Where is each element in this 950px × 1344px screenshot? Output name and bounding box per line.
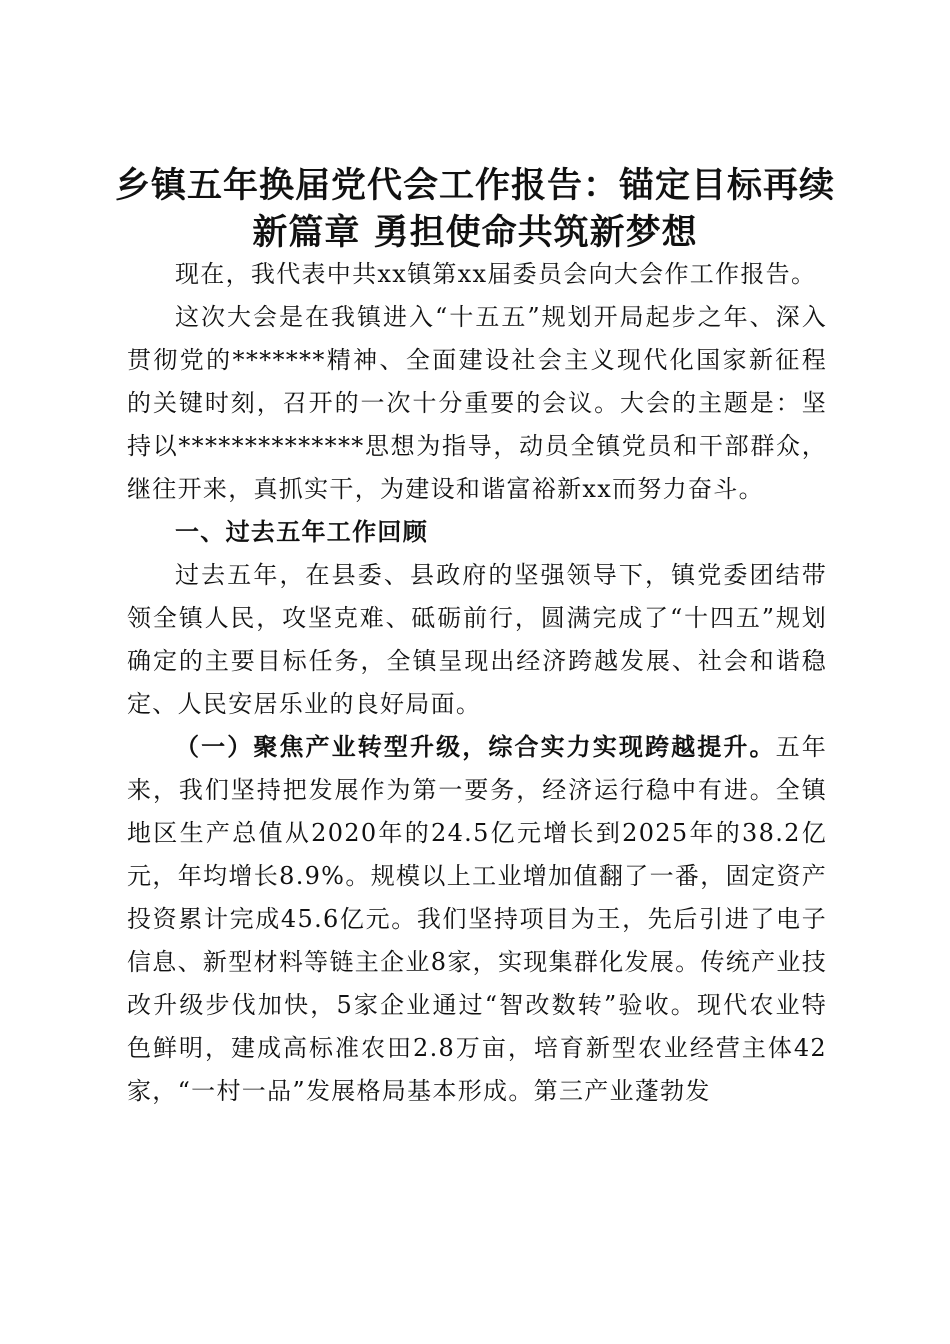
- document-title: [110, 163, 840, 257]
- document-body: [127, 253, 827, 1113]
- subsection-body: 五年来，我们坚持把发展作为第一要务，经济运行稳中有进。全镇地区生产总值从2020年的24.5亿元增长到2025年的38.2亿元，年均增长8.9%。规模以上工业增加值翻了一番，固定资产投资累计完成45.6亿元。我们坚持项目为王，先后引进了电子信息、新型材料等链主企业8家，实现集群化发展。传统产业技改升级步伐加快，5家企业通过“智改数转”验收。现代农业特色鲜明，建成高标准农田2.8万亩，培育新型农业经营主体42家，“一村一品”发展格局基本形成。第三产业蓬勃发: [127, 733, 827, 1105]
- paragraph-opening: 现在，我代表中共xx镇第xx届委员会向大会作工作报告。: [175, 260, 817, 288]
- paragraph-review: 过去五年，在县委、县政府的坚强领导下，镇党委团结带领全镇人民，攻坚克难、砥砺前行，圆满完成了“十四五”规划确定的主要目标任务，全镇呈现出经济跨越发展、社会和谐稳定、人民安居乐业的良好局面。: [127, 561, 827, 718]
- subsection-heading: （一）聚焦产业转型升级，综合实力实现跨越提升。: [175, 733, 776, 761]
- title-line-1: 乡镇五年换届党代会工作报告：锚定目标再续: [114, 166, 835, 206]
- title-line-2: 新篇章 勇担使命共筑新梦想: [252, 213, 698, 253]
- section-heading: 一、过去五年工作回顾: [175, 518, 428, 546]
- paragraph-theme: 这次大会是在我镇进入“十五五”规划开局起步之年、深入贯彻党的*******精神、全面建设社会主义现代化国家新征程的关键时刻，召开的一次十分重要的会议。大会的主题是：坚持以**************思想为指导，动员全镇党员和干部群众，继往开来，真抓实干，为建设和谐富裕新xx而努力奋斗。: [127, 303, 827, 503]
- paragraph-industry: [127, 726, 827, 1113]
